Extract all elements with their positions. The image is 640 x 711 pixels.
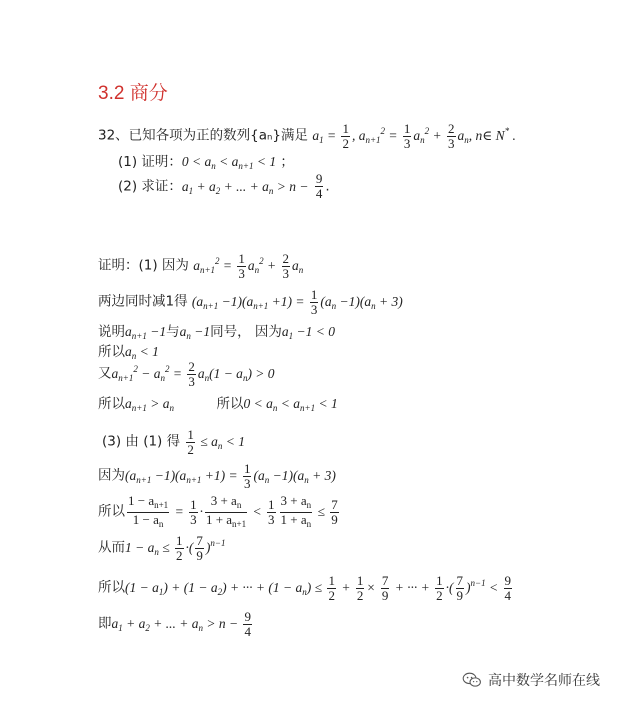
proof-line-10: 从而$1 - a_n$ ≤ $\frac{1}{2}$ ·( $\frac{7}{9}$ )$^{n-1}$: [98, 533, 226, 563]
section-title: 3.2 商分: [98, 83, 168, 104]
proof-line-3: 说明$a_{n+1} -1$与$a_n -1$同号， 因为$a_1 -1 < 0$: [98, 324, 335, 341]
watermark-text: 高中数学名师在线: [488, 673, 600, 689]
proof-line-4: 所以$a_n < 1$: [98, 344, 159, 361]
proof-line-12: 即$a_1 + a_2$ + ... + $a_n > n$ − $\frac{9}{4}$: [98, 609, 251, 639]
problem-label: 32、已知各项为正的数列{aₙ}满足: [98, 127, 309, 144]
proof-line-2: 两边同时减1得 $(a_{n+1} -1)(a_{n+1} +1)$ = $\frac{1}{3}$ $(a_n -1)(a_n + 3)$: [98, 287, 403, 317]
problem-part-2: (2) 求证：$a_1 + a_2$ + ... + $a_n > n$ − $\frac{9}{4}$ .: [118, 171, 330, 201]
proof-line-8: 因为$(a_{n+1} -1)(a_{n+1} +1)$ = $\frac{1}{3}$ $(a_n -1)(a_n + 3)$: [98, 461, 336, 491]
proof-line-9: 所以 $\frac{1 - a_{n+1}}{1 - a_n}$ = $\frac{1}{3}$ · $\frac{3 + a_n}{1 + a_{n+1}}$ < $\frac{1}{3}$ $\frac{3 + a_n}{1 + a_n}$ ≤ $\frac{7}{9}$: [98, 493, 338, 529]
proof-line-1: 证明：(1) 因为 $a_{n+1}^2$ = $\frac{1}{3}$ $a_n^2$ + $\frac{2}{3}$ $a_n$: [98, 251, 304, 281]
watermark: [462, 670, 600, 690]
proof-line-11: 所以$(1 - a_1) + (1 - a_2)$ + ··· + $(1 - a_n)$ ≤ $\frac{1}{2}$ + $\frac{1}{2}$ × $\frac{7}{9}$ + ··· + $\frac{1}{2}$ ·( $\frac{7}{9}$ )$^{n-1}$ < $\frac{9}{4}$: [98, 573, 511, 603]
problem-part-1: (1) 证明：$0 < a_n < a_{n+1} < 1$ ；: [118, 154, 294, 171]
proof-line-5: 又$a_{n+1}^2 - a_n^2$ = $\frac{2}{3}$ $a_n(1 - a_n) > 0$: [98, 359, 275, 389]
problem-statement: [98, 122, 516, 151]
proof-line-7: (3) 由 (1) 得 $\frac{1}{2}$ ≤ $a_n < 1$: [102, 427, 245, 457]
problem-condition: $a_1$ = $\frac{1}{2}$ , $a_{n+1}^2$ = $\frac{1}{3}$ $a_n^2$ + $\frac{2}{3}$ $a_n$, n∈ N* .: [312, 121, 516, 151]
wechat-icon: [462, 672, 482, 688]
proof-line-6: 所以$a_{n+1} > a_n$ 所以$0 < a_n < a_{n+1} < 1$: [98, 396, 338, 413]
